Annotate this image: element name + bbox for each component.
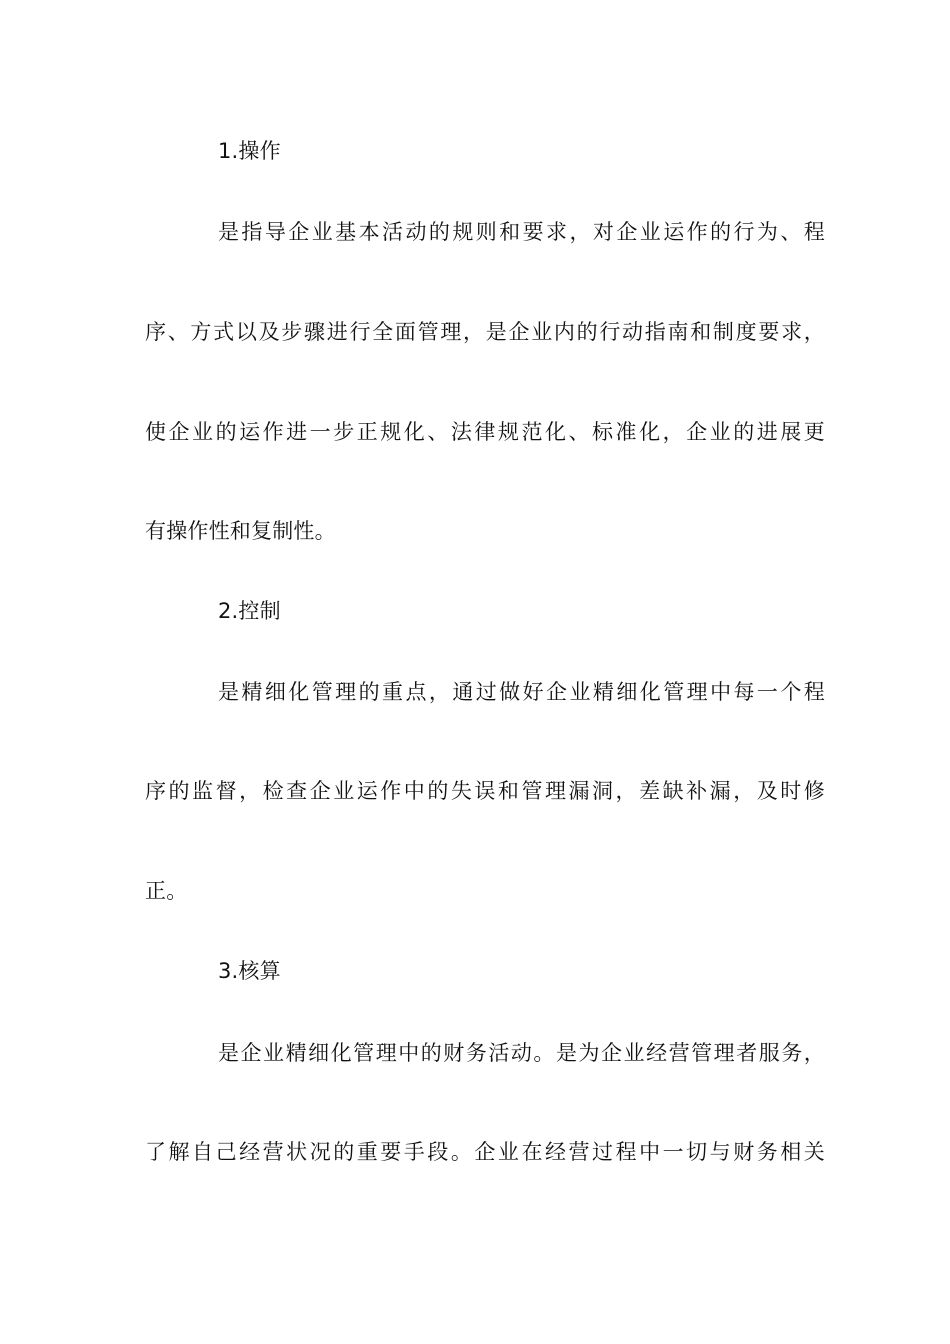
- section-heading-3: 3.核算: [218, 959, 281, 983]
- paragraph-line: 序、方式以及步骤进行全面管理，是企业内的行动指南和制度要求，: [145, 320, 825, 344]
- paragraph-line: 序的监督，检查企业运作中的失误和管理漏洞，差缺补漏，及时修: [145, 779, 825, 803]
- paragraph-line: 是企业精细化管理中的财务活动。是为企业经营管理者服务，: [218, 1041, 825, 1065]
- paragraph-line: 使企业的运作进一步正规化、法律规范化、标准化，企业的进展更: [145, 420, 825, 444]
- paragraph-line: 了解自己经营状况的重要手段。企业在经营过程中一切与财务相关: [145, 1140, 825, 1164]
- paragraph-line: 有操作性和复制性。: [145, 519, 336, 543]
- section-heading-1: 1.操作: [218, 139, 281, 163]
- paragraph-line: 是精细化管理的重点，通过做好企业精细化管理中每一个程: [218, 680, 825, 704]
- paragraph-line: 正。: [145, 879, 188, 903]
- paragraph-line: 是指导企业基本活动的规则和要求，对企业运作的行为、程: [218, 220, 825, 244]
- section-heading-2: 2.控制: [218, 599, 281, 623]
